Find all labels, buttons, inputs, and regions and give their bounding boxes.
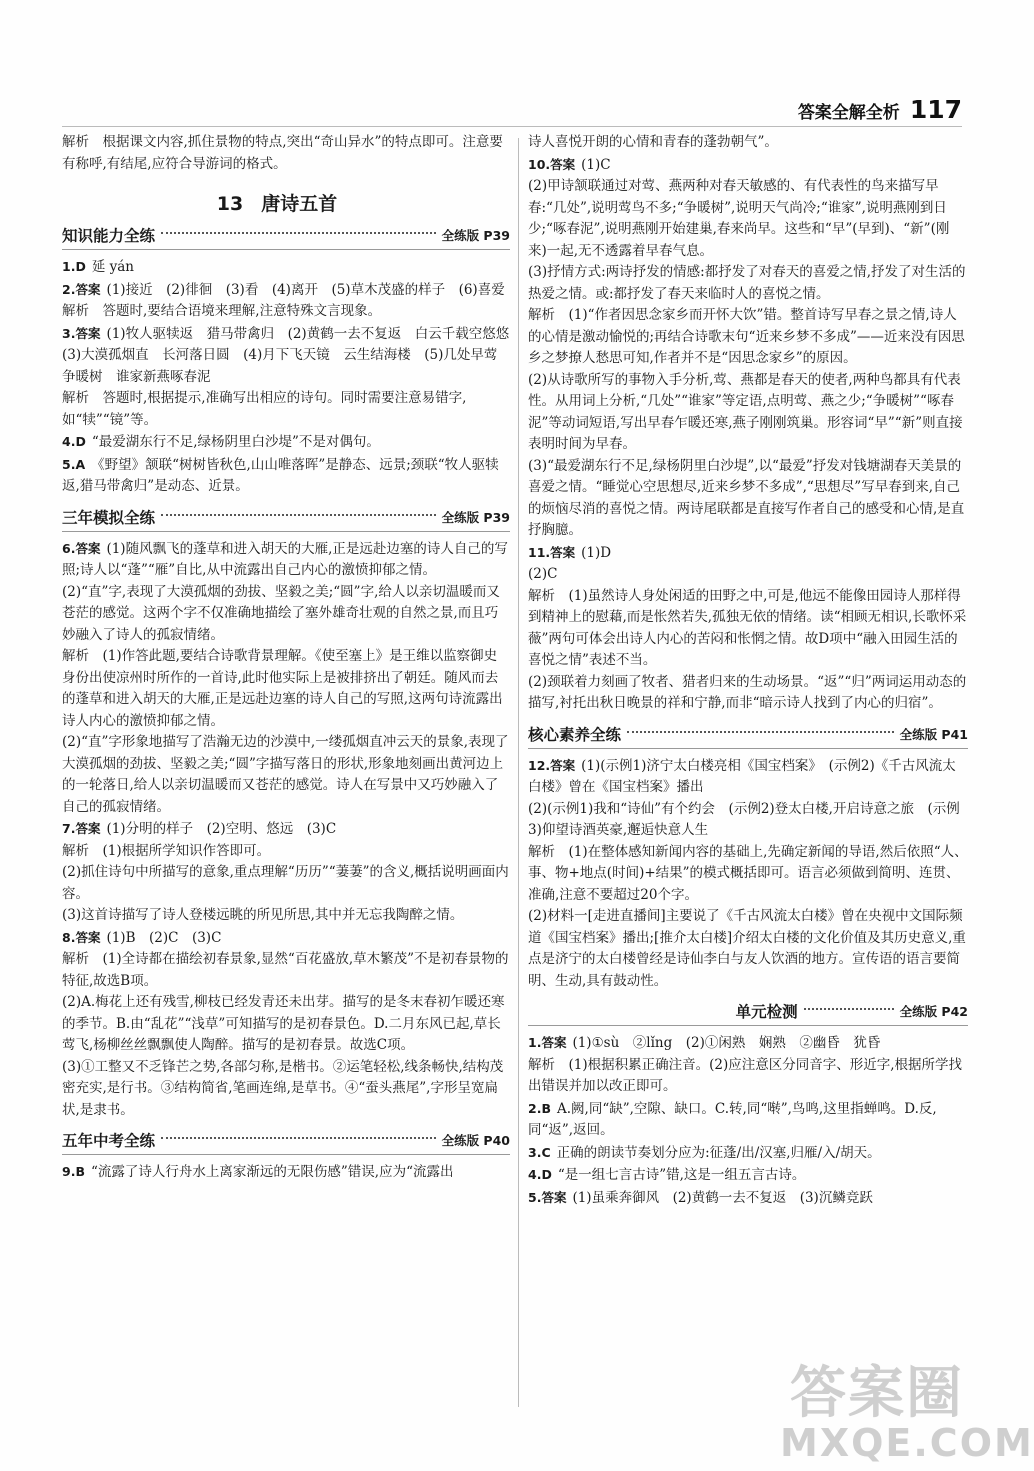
- answer-paragraph: [528, 1187, 968, 1210]
- answer-paragraph: [528, 370, 968, 456]
- right-column: [528, 132, 968, 1209]
- answer-paragraph: [62, 132, 510, 175]
- answer-text: 解析 (1)虽然诗人身处闲适的田野之中,可是,他远不能像田园诗人那样得到精神上的慰藉,而是怅然若失,孤独无依的情绪。读“相顾无相识,长歌怀采薇”两句可体会出诗人内心的苦闷和怅惘之情。故D项中“融入田园生活的喜悦之情”表述不当。: [528, 587, 967, 668]
- header-rule: [62, 126, 962, 127]
- answer-paragraph: [62, 818, 510, 841]
- answer-paragraph: [62, 279, 510, 302]
- section-title: 知识能力全练: [62, 227, 156, 245]
- answer-paragraph: [62, 841, 510, 863]
- answer-text: (2)从诗歌所写的事物入手分析,莺、燕都是春天的使者,两种鸟都具有代表性。从用词上分析,“几处”“谁家”等定语,点明莺、燕之少;“争暖树”“啄春泥”等动词短语,写出早春乍暖还寒,燕子刚刚筑巢。形容词“早”“新”则直接表明时间为早春。: [528, 371, 963, 452]
- answer-text: 解析 根据课文内容,抓住景物的特点,突出“奇山异水”的特点即可。注意要有称呼,有结尾,应符合导游词的格式。: [62, 134, 503, 172]
- answer-paragraph: [528, 755, 968, 799]
- question-label: 5.答案: [528, 1189, 567, 1205]
- answer-paragraph: [528, 542, 968, 565]
- section-title: 五年中考全练: [62, 1132, 156, 1150]
- question-label: 2.B: [528, 1100, 551, 1116]
- section-header: [62, 506, 510, 532]
- answer-paragraph: [528, 1098, 968, 1142]
- left-column: [62, 132, 523, 1184]
- answer-text: “最爱湖东行不足,绿杨阴里白沙堤”不是对偶句。: [91, 434, 380, 450]
- question-label: 1.D: [62, 259, 86, 274]
- answer-paragraph: [62, 949, 510, 992]
- answer-text: (1)C: [581, 156, 611, 173]
- answer-text: (1)随风飘飞的蓬草和进入胡天的大雁,正是远赴边塞的诗人自己的写照;诗人以“蓬”“雁”自比,从中流露出自己内心的激愤抑郁之情。: [62, 540, 508, 578]
- dot-leader: [161, 514, 436, 516]
- answer-text: (2)甲诗颔联通过对莺、燕两种对春天敏感的、有代表性的鸟来描写早春:“几处”,说明莺鸟不多;“争暖树”,说明天气尚冷;“谁家”,说明燕刚到日少;“啄春泥”,说明燕刚开始建巢,春来尚早。这些和“早”(早到)、“新”(刚来)一起,无不透露着早春气息。: [528, 178, 950, 259]
- answer-paragraph: [62, 256, 510, 279]
- answer-text: 《野望》颔联“树树皆秋色,山山唯落晖”是静态、远景;颈联“牧人驱犊返,猎马带禽归”是动态、近景。: [62, 456, 499, 494]
- answer-text: 解析 答题时,根据提示,准确写出相应的诗句。同时需要注意易错字,如“犊”“镜”等。: [62, 390, 467, 428]
- answer-paragraph: [528, 262, 968, 305]
- chapter-title: [62, 189, 510, 216]
- answer-text: (1)B (2)C (3)C: [106, 929, 222, 946]
- answer-paragraph: [62, 862, 510, 905]
- answer-text: “流露了诗人行舟水上离家渐远的无限伤感”错误,应为“流露出: [90, 1164, 454, 1180]
- answer-paragraph: [528, 305, 968, 370]
- question-label: 6.答案: [62, 540, 101, 556]
- answer-paragraph: [62, 905, 510, 927]
- question-label: 9.B: [62, 1164, 85, 1179]
- chapter-heading: 唐诗五首: [261, 193, 338, 215]
- question-label: 1.答案: [528, 1035, 567, 1050]
- answer-text: (2)C: [528, 566, 558, 582]
- section-title: 单元检测: [735, 1003, 798, 1021]
- answer-paragraph: [528, 456, 968, 542]
- answer-text: (2)(示例1)我和“诗仙”有个约会 (示例2)登太白楼,开启诗意之旅 (示例3)仰望诗酒英豪,邂逅快意人生: [528, 800, 960, 838]
- section-title: 核心素养全练: [528, 725, 622, 744]
- answer-paragraph: [62, 992, 510, 1057]
- question-label: 11.答案: [528, 544, 576, 560]
- answer-text: (2)A.梅花上还有残雪,柳枝已经发青还未出芽。描写的是冬末春初乍暖还寒的季节。B.由“乱花”“浅草”可知描写的是初春景色。D.二月东风已起,草长莺飞,杨柳丝丝飘飘使人陶醉。描写的是初春景。故选C项。: [62, 994, 505, 1053]
- answer-text: (1)(示例1)济宁太白楼亮相《国宝档案》 (示例2)《千古风流太白楼》曾在《国宝档案》播出: [528, 757, 956, 795]
- answer-text: 解析 (1)在整体感知新闻内容的基础上,先确定新闻的导语,然后依照“人、事、物+地点(时间)+结果”的模式概括即可。语言必须做到简明、连贯、准确,注意不要超过20个字。: [528, 843, 968, 903]
- dot-leader: [161, 232, 436, 234]
- answer-paragraph: [62, 927, 510, 950]
- answer-paragraph: [62, 388, 510, 431]
- watermark-text: 答案圈: [790, 1361, 964, 1426]
- question-label: 4.D: [528, 1167, 552, 1182]
- answer-paragraph: [528, 176, 968, 262]
- answer-text: A.阙,同“缺”,空隙、缺口。C.转,同“啭”,鸟鸣,这里指蝉鸣。D.反,同“返”,返回。: [528, 1100, 937, 1138]
- answer-paragraph: [62, 732, 510, 818]
- page-number: 117: [909, 95, 962, 124]
- answer-text: 解析 (1)全诗都在描绘初春景象,显然“百花盛放,草木繁茂”不是初春景物的特征,故选B项。: [62, 951, 509, 989]
- answer-text: (2)颈联着力刻画了牧者、猎者归来的生动场景。“返”“归”两词运用动态的描写,衬托出秋日晚景的祥和宁静,而非“暗示诗人找到了内心的归宿”。: [528, 673, 967, 711]
- answer-text: (1)接近 (2)徘徊 (3)看 (4)离开 (5)草木茂盛的样子 (6)喜爱: [106, 281, 505, 298]
- question-label: 4.D: [62, 434, 86, 449]
- answer-paragraph: [528, 1142, 968, 1165]
- answer-paragraph: [528, 842, 968, 907]
- question-label: 7.答案: [62, 821, 101, 836]
- answer-paragraph: [62, 454, 510, 498]
- answer-text: (3)抒情方式:两诗抒发的情感:都抒发了对春天的喜爱之情,抒发了对生活的热爱之情。或:都抒发了春天来临时人的喜悦之情。: [528, 264, 966, 302]
- answer-text: (2)材料一[走进直播间]主要说了《千古风流太白楼》曾在央视中文国际频道《国宝档案》播出;[推介太白楼]介绍太白楼的文化价值及其历史意义,重点是济宁的太白楼曾经是诗仙李白与友人饮酒的地方。宣传语的语言要简明、生动,具有鼓动性。: [528, 908, 966, 989]
- question-label: 8.答案: [62, 929, 101, 945]
- answer-text: (1)①sù ②lǐng (2)①闲熟 娴熟 ②幽昏 犹昏: [572, 1035, 881, 1051]
- section-page-ref: 全练版 P40: [441, 1133, 510, 1148]
- question-label: 5.A: [62, 456, 86, 472]
- section-header: [528, 1000, 968, 1026]
- section-page-ref: 全练版 P39: [441, 228, 510, 243]
- answer-text: 解析 (1)作答此题,要结合诗歌背景理解。《使至塞上》是王维以监察御史身份出使凉州时所作的一首诗,此时他实际上是被排挤出了朝廷。随风而去的蓬草和进入胡天的大雁,正是远赴边塞的诗人自己的写照,这两句诗流露出诗人内心的激愤抑郁之情。: [62, 648, 503, 729]
- watermark-logo: [740, 1341, 1034, 1465]
- answer-text: (1)分明的样子 (2)空明、悠远 (3)C: [106, 821, 337, 837]
- answer-paragraph: [528, 132, 968, 154]
- chapter-number: 13: [216, 193, 244, 215]
- section-header: [62, 1129, 510, 1155]
- answer-text: (2)“直”字形象地描写了浩瀚无边的沙漠中,一缕孤烟直冲云天的景象,表现了大漠孤烟的劲拔、坚毅之美;“圆”字描写落日的形状,形象地刻画出黄河边上的一轮落日,给人以亲切温暖而又苍茫的感觉。诗人在写景中又巧妙融入了自己的孤寂情绪。: [62, 734, 509, 815]
- answer-text: (2)抓住诗句中所描写的意象,重点理解“历历”“萋萋”的含义,概括说明画面内容。: [62, 864, 509, 902]
- answer-paragraph: [62, 301, 510, 323]
- question-label: 12.答案: [528, 757, 576, 773]
- answer-paragraph: [528, 799, 968, 842]
- answer-text: 延 yán: [91, 259, 134, 275]
- section-header: [528, 723, 968, 749]
- answer-paragraph: [528, 906, 968, 992]
- answer-text: 诗人喜悦开朗的心情和青春的蓬勃朝气”。: [528, 134, 778, 150]
- answer-paragraph: [528, 1055, 968, 1098]
- question-label: 3.答案: [62, 325, 101, 341]
- answer-text: 解析 (1)“作者因思念家乡而开怀大饮”错。整首诗写早春之景之情,诗人的心情是激动愉悦的;再结合诗歌末句“近来乡梦不多成”——近来没有因思乡之梦撩人愁思可知,作者并不是“因思念家乡”的原因。: [528, 307, 965, 366]
- header-title: 答案全解全析: [797, 103, 900, 123]
- answer-paragraph: [528, 1164, 968, 1187]
- section-page-ref: 全练版 P39: [441, 509, 510, 525]
- answer-text: (3)“最爱湖东行不足,绿杨阴里白沙堤”,以“最爱”抒发对钱塘湖春天美景的喜爱之情。“睡觉心空思想尽,近来乡梦不多成”,“思想尽”写早春到来,自己的烦恼尽消的喜悦之情。两诗尾联都是直接写作者自己的感受和心情,是直抒胸臆。: [528, 457, 965, 538]
- answer-paragraph: [62, 1057, 510, 1122]
- answer-text: (1)虽乘奔御风 (2)黄鹤一去不复返 (3)沉鳞竞跃: [572, 1189, 873, 1206]
- answer-paragraph: [62, 538, 510, 582]
- answer-text: (1)牧人驱犊返 猎马带禽归 (2)黄鹤一去不复返 白云千载空悠悠 (3)大漠孤烟直 长河落日圆 (4)月下飞天镜 云生结海楼 (5)几处早莺争暖树 谁家新燕啄春泥: [62, 325, 523, 385]
- section-page-ref: 全练版 P42: [899, 1004, 968, 1019]
- answer-text: 正确的朗读节奏划分应为:征蓬/出/汉塞,归雁/入/胡天。: [556, 1144, 881, 1161]
- question-label: 10.答案: [528, 156, 576, 172]
- answer-text: 解析 (1)根据积累正确注音。(2)应注意区分同音字、形近字,根据所学找出错误并加以改正即可。: [528, 1056, 963, 1094]
- answer-text: (3)①工整又不乏锋芒之势,各部匀称,是楷书。②运笔轻松,线条畅快,结构茂密充实,是行书。③结构简省,笔画连绵,是草书。④“蚕头燕尾”,字形呈宽扁状,是隶书。: [62, 1058, 504, 1118]
- dot-leader: [161, 1137, 436, 1139]
- dot-leader: [804, 1008, 894, 1010]
- section-page-ref: 全练版 P41: [899, 726, 968, 742]
- question-label: 2.答案: [62, 281, 101, 297]
- answer-paragraph: [62, 323, 523, 389]
- dot-leader: [627, 731, 894, 733]
- answer-paragraph: [62, 582, 510, 647]
- answer-paragraph: [62, 1161, 510, 1184]
- answer-text: (3)这首诗描写了诗人登楼远眺的所见所思,其中并无忘我陶醉之情。: [62, 907, 464, 923]
- watermark-url: MXQE.COM: [780, 1421, 1034, 1465]
- answer-text: (2)“直”字,表现了大漠孤烟的劲拔、坚毅之美;“圆”字,给人以亲切温暖而又苍茫的感觉。这两个字不仅准确地描绘了塞外雄奇壮观的自然之景,而且巧妙融入了诗人的孤寂情绪。: [62, 583, 500, 643]
- answer-paragraph: [62, 646, 510, 732]
- answer-paragraph: [528, 672, 968, 715]
- section-title: 三年模拟全练: [62, 508, 156, 527]
- answer-paragraph: [528, 586, 968, 672]
- answer-paragraph: [528, 564, 968, 586]
- answer-paragraph: [528, 154, 968, 177]
- question-label: 3.C: [528, 1144, 551, 1160]
- section-header: [62, 224, 510, 250]
- answer-paragraph: [528, 1032, 968, 1055]
- answer-text: 解析 (1)根据所学知识作答即可。: [62, 842, 271, 859]
- page-header: [798, 95, 962, 124]
- answer-paragraph: [62, 431, 510, 454]
- answer-text: (1)D: [581, 544, 612, 561]
- answer-text: “是一组七言古诗”错,这是一组五言古诗。: [557, 1167, 806, 1183]
- answer-text: 解析 答题时,要结合语境来理解,注意特殊文言现象。: [62, 303, 382, 319]
